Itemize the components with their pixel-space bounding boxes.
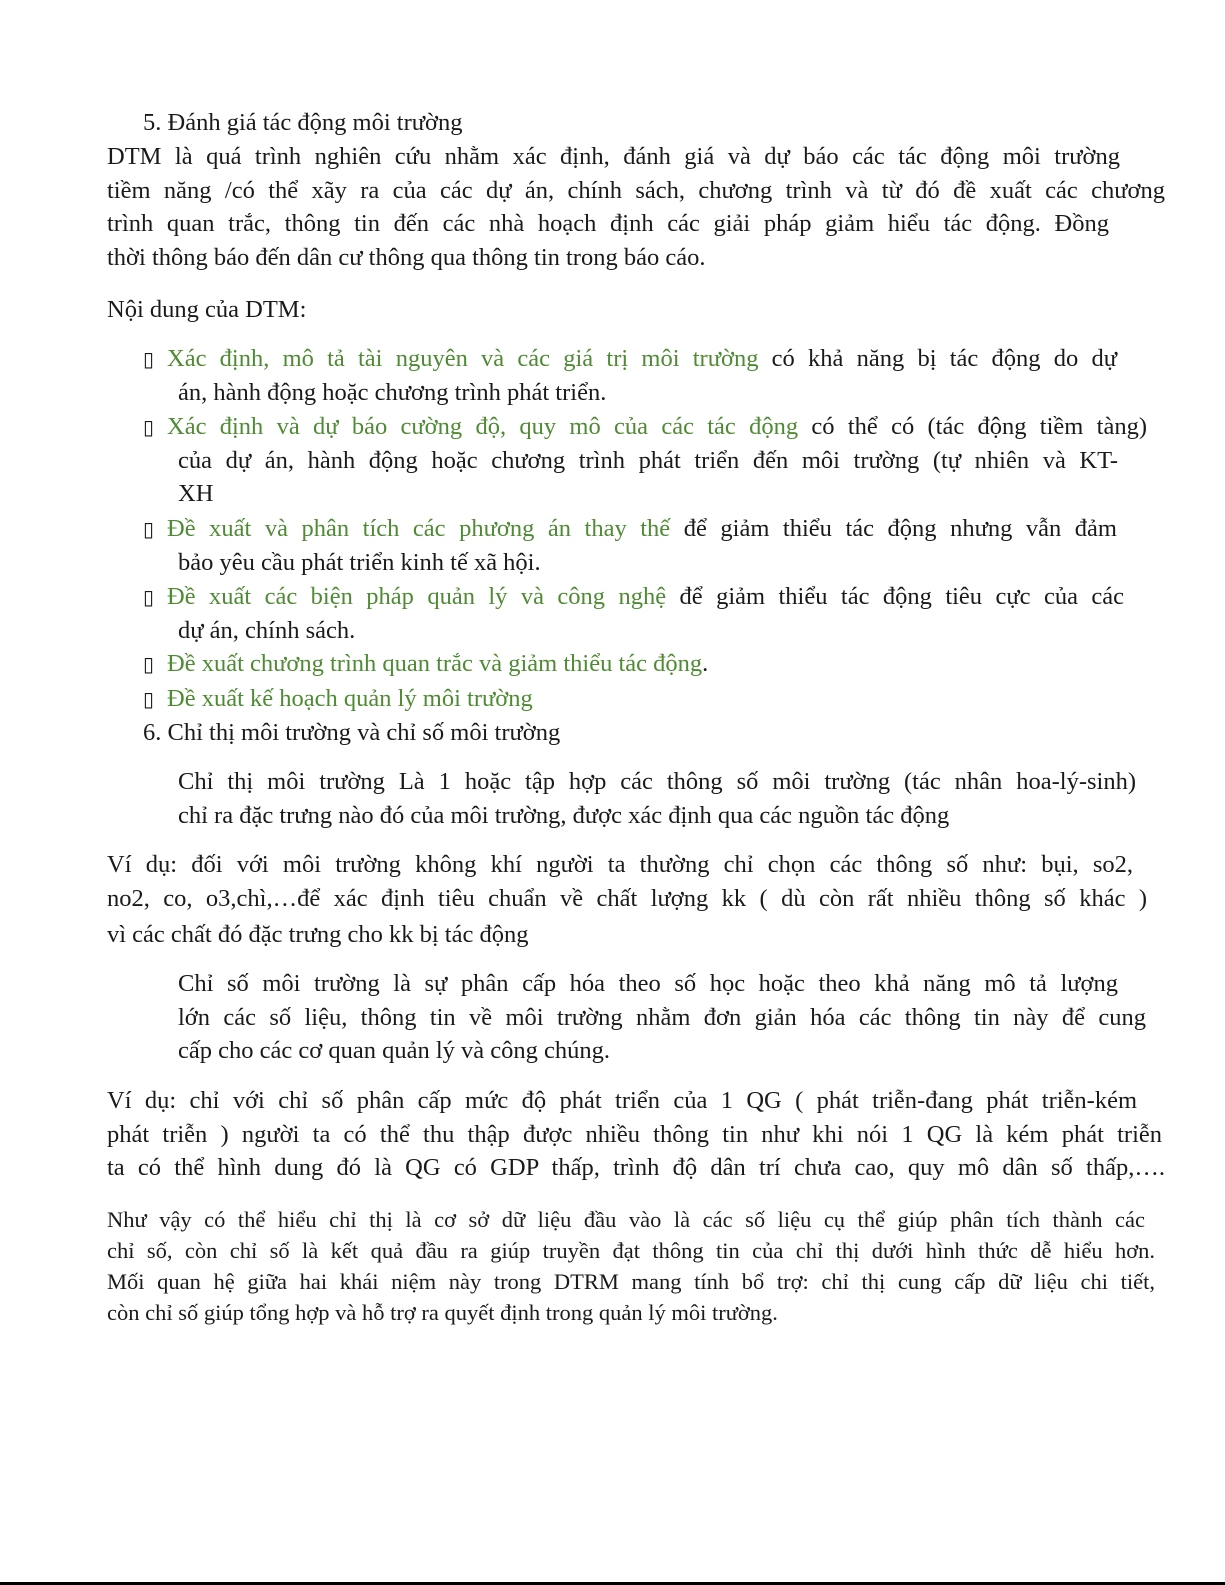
bullet-highlight: Đề xuất kế hoạch quản lý môi trường — [167, 685, 533, 712]
bullet-text: để giảm thiểu tác động tiêu cực của các — [666, 583, 1124, 610]
example-line: Ví dụ: chỉ với chỉ số phân cấp mức độ phát triển của 1 QG ( phát triễn-đang phát triễn-kém — [107, 1087, 1137, 1114]
index-definition-line: lớn các số liệu, thông tin về môi trường nhằm đơn giản hóa các thông tin này để cung — [178, 1004, 1146, 1031]
bullet-item — [167, 512, 1117, 546]
bullet-text: có thể có (tác động tiềm tàng) — [798, 413, 1147, 440]
bullet-icon: ▯ — [143, 347, 155, 371]
section-6-heading: 6. Chỉ thị môi trường và chỉ số môi trường — [143, 719, 561, 746]
paragraph-line: thời thông báo đến dân cư thông qua thông tin trong báo cáo. — [107, 244, 706, 271]
example-line: ta có thể hình dung đó là QG có GDP thấp, trình độ dân trí chưa cao, quy mô dân số thấp,…. — [107, 1154, 1165, 1181]
paragraph-line: trình quan trắc, thông tin đến các nhà hoạch định các giải pháp giảm hiểu tác động. Đồng — [107, 210, 1109, 237]
example-line: no2, co, o3,chì,…để xác định tiêu chuẩn về chất lượng kk ( dù còn rất nhiều thông số khác ) — [107, 885, 1147, 912]
bullet-text: . — [702, 650, 709, 677]
bullet-item — [167, 580, 1124, 614]
bullet-continuation: án, hành động hoặc chương trình phát triển. — [178, 379, 607, 406]
bullet-highlight: Xác định và dự báo cường độ, quy mô của các tác động — [167, 413, 799, 440]
paragraph-line: DTM là quá trình nghiên cứu nhằm xác định, đánh giá và dự báo các tác động môi trường — [107, 143, 1120, 170]
bullet-icon: ▯ — [143, 652, 155, 676]
bullet-item — [167, 647, 708, 681]
bullet-highlight: Đề xuất chương trình quan trắc và giảm thiểu tác động — [167, 650, 703, 677]
bullet-text: để giảm thiểu tác động nhưng vẫn đảm — [670, 515, 1117, 542]
bullet-text: có khả năng bị tác động do dự — [758, 345, 1117, 372]
bullet-item — [167, 410, 1147, 444]
index-definition-line: Chỉ số môi trường là sự phân cấp hóa theo số học hoặc theo khả năng mô tả lượng — [178, 970, 1118, 997]
bullet-continuation: bảo yêu cầu phát triển kinh tế xã hội. — [178, 549, 541, 576]
bullet-item — [167, 682, 533, 716]
conclusion-line: Mối quan hệ giữa hai khái niệm này trong DTRM mang tính bổ trợ: chỉ thị cung cấp dữ liệu chi tiết, — [107, 1269, 1155, 1294]
bullet-highlight: Đề xuất và phân tích các phương án thay thế — [167, 515, 671, 542]
bullet-icon: ▯ — [143, 687, 155, 711]
bullet-continuation: dự án, chính sách. — [178, 617, 356, 644]
bullet-continuation: của dự án, hành động hoặc chương trình phát triển đến môi trường (tự nhiên và KT- — [178, 447, 1118, 474]
conclusion-line: còn chỉ số giúp tổng hợp và hỗ trợ ra quyết định trong quản lý môi trường. — [107, 1300, 778, 1325]
example-line: phát triễn ) người ta có thể thu thập được nhiều thông tin như khi nói 1 QG là kém phát triễn — [107, 1121, 1162, 1148]
section-5-heading: 5. Đánh giá tác động môi trường — [143, 109, 463, 136]
bullet-icon: ▯ — [143, 415, 155, 439]
paragraph-line: tiềm năng /có thể xãy ra của các dự án, chính sách, chương trình và từ đó đề xuất các chương — [107, 177, 1165, 204]
bullet-highlight: Xác định, mô tả tài nguyên và các giá trị môi trường — [167, 345, 759, 372]
indicator-definition-line: chỉ ra đặc trưng nào đó của môi trường, được xác định qua các nguồn tác động — [178, 802, 950, 829]
bullet-item — [167, 342, 1117, 376]
example-line: Ví dụ: đối với môi trường không khí người ta thường chỉ chọn các thông số như: bụi, so2, — [107, 851, 1133, 878]
indicator-definition-line: Chỉ thị môi trường Là 1 hoặc tập hợp các thông số môi trường (tác nhân hoa-lý-sinh) — [178, 768, 1136, 795]
bullet-continuation: XH — [178, 480, 214, 507]
content-title: Nội dung của DTM: — [107, 296, 307, 323]
conclusion-line: chỉ số, còn chỉ số là kết quả đầu ra giúp truyền đạt thông tin của chỉ thị dưới hình thức dễ hiểu hơn. — [107, 1238, 1155, 1263]
bullet-icon: ▯ — [143, 585, 155, 609]
conclusion-line: Như vậy có thể hiểu chỉ thị là cơ sở dữ liệu đầu vào là các số liệu cụ thể giúp phân tích thành các — [107, 1207, 1145, 1232]
example-line: vì các chất đó đặc trưng cho kk bị tác động — [107, 921, 529, 948]
index-definition-line: cấp cho các cơ quan quản lý và công chúng. — [178, 1037, 611, 1064]
bullet-highlight: Đề xuất các biện pháp quản lý và công nghệ — [167, 583, 667, 610]
bullet-icon: ▯ — [143, 517, 155, 541]
